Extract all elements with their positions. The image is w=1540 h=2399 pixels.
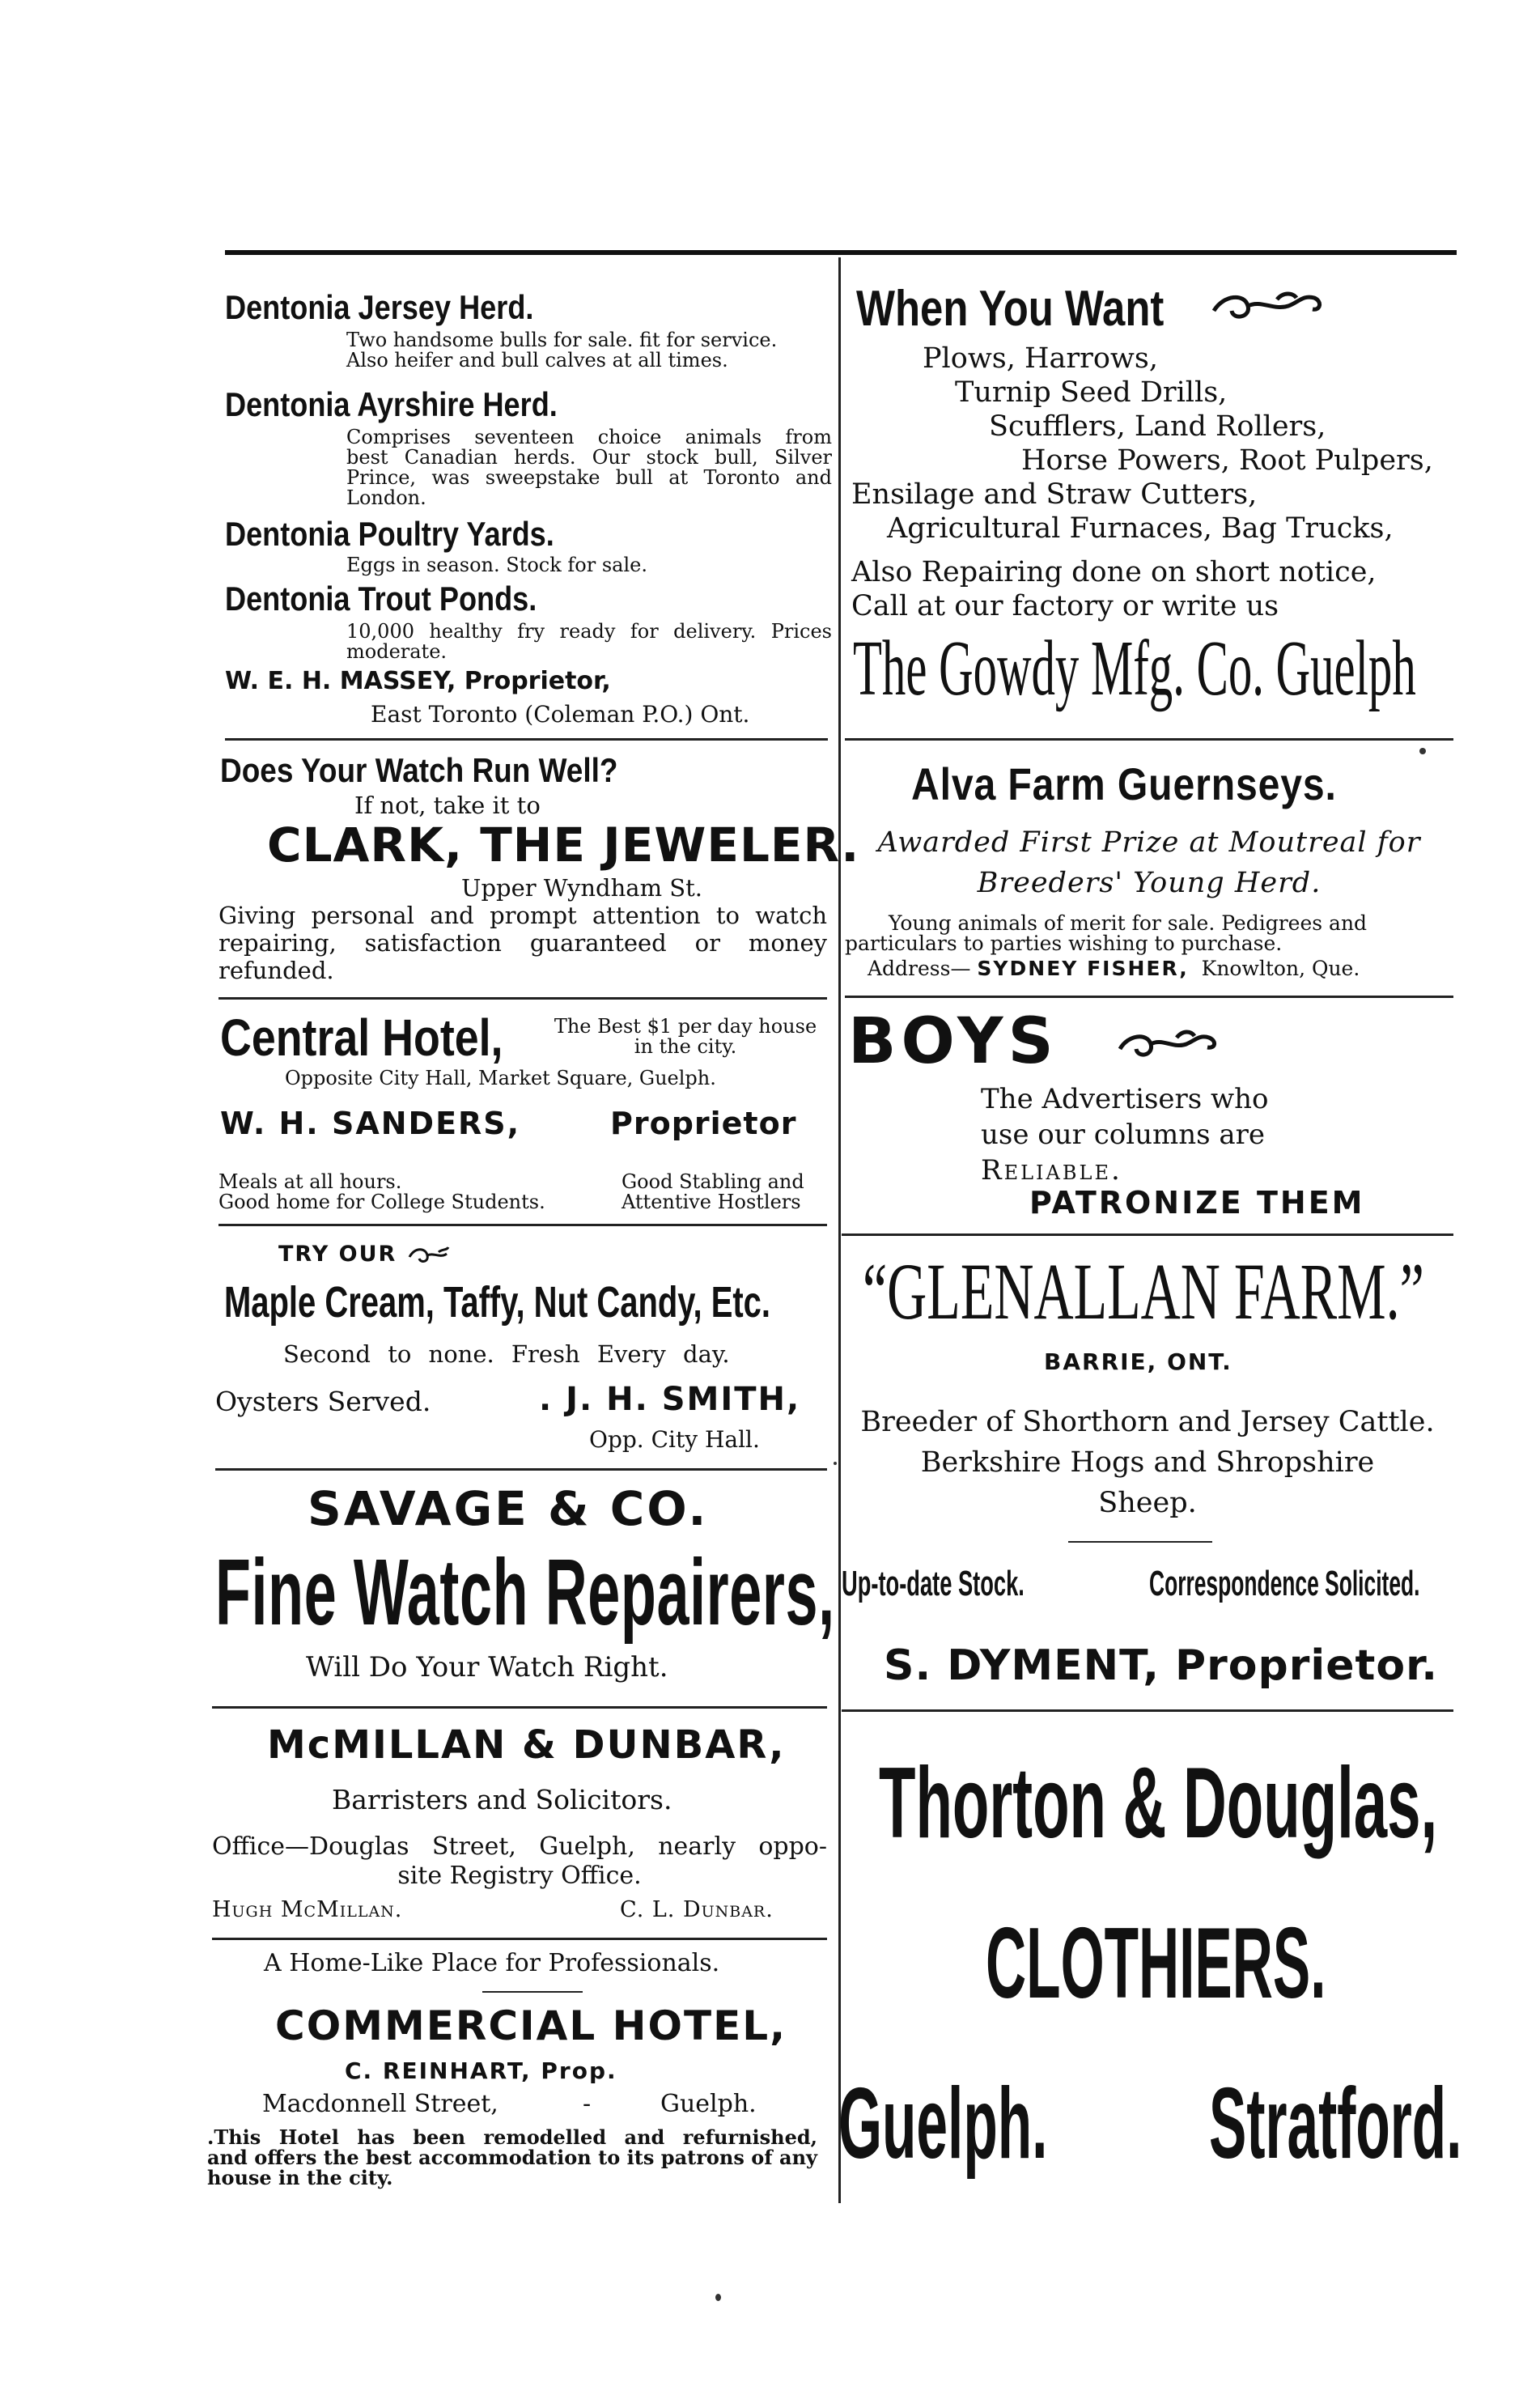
alva-address: [868, 957, 1360, 980]
boys-title: BOYS: [848, 1005, 1058, 1078]
text-line: Comprises seventeen choice animals from: [346, 426, 832, 448]
glenallan-proprietor: S. DYMENT, Proprietor.: [884, 1641, 1439, 1690]
dentonia-address: East Toronto (Coleman P.O.) Ont.: [371, 701, 750, 728]
print-speck: [1419, 748, 1426, 754]
savage-tagline: Will Do Your Watch Right.: [306, 1651, 668, 1684]
top-rule: [225, 250, 1457, 255]
central-hotel-right: [622, 1172, 804, 1212]
glenallan-text: [842, 1402, 1453, 1523]
print-speck: [715, 2294, 721, 2301]
text-line: refunded.: [218, 957, 334, 984]
central-hotel-proprietor-label: Proprietor: [610, 1106, 797, 1141]
divider: [218, 997, 827, 1000]
text-line: Also heifer and bull calves at all times.: [346, 349, 728, 372]
gowdy-company: [853, 625, 1540, 712]
clark-street: Upper Wyndham St.: [461, 874, 703, 902]
left-text: Up-to-date Stock.: [842, 1564, 1025, 1603]
text-line: and offers the best accommodation to its patrons of any: [207, 2146, 817, 2169]
commercial-intro: A Home-Like Place for Professionals.: [264, 1949, 720, 1977]
text-line: .This Hotel has been remodelled and refurnished,: [207, 2125, 817, 2149]
text-line: The Best $1 per day house: [554, 1015, 817, 1038]
divider: [845, 996, 1453, 998]
clark-question: Does Your Watch Run Well?: [220, 751, 618, 789]
gowdy-items: [851, 342, 1466, 546]
clark-text: [218, 902, 827, 984]
commercial-prop: C. REINHART, Prop.: [345, 2057, 617, 2084]
mcmillan-partner-1: Hugh McMillan.: [212, 1897, 403, 1922]
text-line: site Registry Office.: [397, 1862, 642, 1890]
item-line: Turnip Seed Drills,: [955, 376, 1228, 409]
divider: [225, 738, 828, 741]
column-divider: [838, 257, 841, 2203]
glenallan-left: [842, 1564, 1136, 1604]
divider: [842, 1233, 1453, 1236]
text-line: in the city.: [634, 1035, 737, 1058]
text-line: Breeders' Young Herd.: [977, 867, 1322, 899]
city-text: Guelph.: [838, 2068, 1048, 2180]
dentonia-trout-title: Dentonia Trout Ponds.: [225, 580, 537, 618]
central-hotel-left: [218, 1172, 545, 1212]
central-hotel-proprietor-name: W. H. SANDERS,: [220, 1106, 521, 1141]
dentonia-ayrshire-text: [346, 427, 832, 508]
smith-location: Opp. City Hall.: [589, 1426, 760, 1453]
dentonia-jersey-text: [346, 330, 777, 371]
title-text: Alva Farm Guernseys.: [911, 758, 1337, 809]
text-line: Attentive Hostlers: [622, 1191, 801, 1213]
text-line: Good Stabling and: [622, 1170, 804, 1193]
smith-headline: Maple Cream, Taffy, Nut Candy, Etc.: [224, 1278, 771, 1327]
dentonia-trout-text: [346, 622, 832, 662]
boys-text: [981, 1081, 1269, 1188]
thorton-city-1: [838, 2068, 1212, 2180]
mcmillan-office: [212, 1832, 827, 1891]
gowdy-headline: [856, 280, 1232, 338]
item-line: Plows, Harrows,: [923, 342, 1158, 375]
central-hotel-tag: [544, 1017, 827, 1057]
text-line: Prince, was sweepstake bull at Toronto and: [346, 466, 832, 489]
divider: [845, 738, 1453, 741]
text-line: Sheep.: [1098, 1487, 1197, 1519]
clark-name: CLARK, THE JEWELER.: [267, 817, 860, 873]
text-line: 10,000 healthy fry ready for delivery. Prices: [346, 620, 832, 643]
text-line: Good home for College Students.: [218, 1191, 545, 1213]
text-line: Giving personal and prompt attention to watch: [218, 902, 827, 929]
right-text: Correspondence Solicited.: [1149, 1564, 1420, 1603]
flourish-icon: [406, 1244, 452, 1267]
text-line: Reliable.: [981, 1154, 1122, 1187]
address-label: Address—: [868, 957, 971, 980]
gowdy-repair: [851, 555, 1377, 623]
alva-award: [845, 822, 1453, 903]
flourish-icon: [1209, 287, 1330, 327]
text-line: Office—Douglas Street, Guelph, nearly oppo-: [212, 1832, 827, 1861]
trade-text: CLOTHIERS.: [986, 1908, 1326, 2019]
divider: [482, 1991, 583, 1993]
savage-name: SAVAGE & CO.: [308, 1481, 709, 1536]
text-line: use our columns are: [981, 1119, 1266, 1151]
commercial-city: Guelph.: [660, 2090, 757, 2118]
central-hotel-location: Opposite City Hall, Market Square, Guelph.: [285, 1067, 716, 1089]
try-label: TRY OUR: [278, 1242, 397, 1267]
divider: [218, 1224, 827, 1226]
text-line: best Canadian herds. Our stock bull, Silver: [346, 446, 832, 469]
divider: [215, 1468, 827, 1471]
mcmillan-profession: Barristers and Solicitors.: [332, 1784, 672, 1815]
text-line: Call at our factory or write us: [851, 590, 1279, 622]
commercial-name: COMMERCIAL HOTEL,: [275, 2002, 787, 2049]
clark-line-1: If not, take it to: [354, 792, 541, 819]
mcmillan-name: McMILLAN & DUNBAR,: [267, 1722, 786, 1768]
item-line: Scufflers, Land Rollers,: [989, 410, 1326, 443]
address-town: Knowlton, Que.: [1201, 957, 1360, 980]
text-line: particulars to parties wishing to purchase.: [845, 932, 1283, 955]
farm-name: “GLENALLAN FARM.”: [863, 1246, 1424, 1336]
print-speck: [834, 1462, 837, 1465]
divider: [212, 1938, 827, 1940]
text-line: Meals at all hours.: [218, 1170, 402, 1193]
text-line: Berkshire Hogs and Shropshire: [920, 1446, 1375, 1479]
text-line: moderate.: [346, 640, 448, 663]
text-line: Two handsome bulls for sale. fit for service.: [346, 329, 778, 351]
mcmillan-partner-2: C. L. Dunbar.: [620, 1897, 774, 1922]
text-line: house in the city.: [207, 2166, 393, 2189]
dentonia-poultry-title: Dentonia Poultry Yards.: [225, 515, 554, 553]
savage-headline: Fine Watch Repairers,: [215, 1539, 835, 1645]
company-name: The Gowdy Mfg. Co. Guelph: [853, 625, 1416, 712]
thorton-trade: [986, 1908, 1540, 2019]
address-name: SYDNEY FISHER,: [977, 957, 1189, 980]
smith-oysters: Oysters Served.: [215, 1386, 431, 1417]
flourish-icon: [1117, 1026, 1222, 1064]
divider: [1068, 1541, 1212, 1543]
text-line: London.: [346, 486, 426, 509]
glenallan-right: [1149, 1564, 1540, 1604]
divider: [212, 1706, 827, 1709]
text-line: Also Repairing done on short notice,: [851, 556, 1377, 588]
commercial-text: [207, 2127, 817, 2188]
text-line: Awarded First Prize at Moutreal for: [877, 826, 1421, 859]
commercial-street: Macdonnell Street,: [262, 2090, 498, 2118]
store-name: Thorton & Douglas,: [879, 1747, 1438, 1859]
alva-text: [845, 913, 1453, 953]
thorton-city-2: [1209, 2068, 1540, 2180]
thorton-name: [879, 1747, 1540, 1859]
item-line: Horse Powers, Root Pulpers,: [1021, 444, 1433, 477]
smith-name: . J. H. SMITH,: [539, 1381, 801, 1418]
dentonia-proprietor: W. E. H. MASSEY, Proprietor,: [225, 667, 611, 695]
glenallan-name: [863, 1246, 1540, 1336]
dentonia-poultry-text: Eggs in season. Stock for sale.: [346, 554, 647, 576]
alva-title: [911, 758, 1406, 810]
text-line: The Advertisers who: [981, 1083, 1269, 1115]
commercial-dash: -: [583, 2090, 592, 2118]
item-line: Ensilage and Straw Cutters,: [851, 478, 1258, 511]
text-line: repairing, satisfaction guaranteed or money: [218, 929, 827, 957]
dentonia-ayrshire-title: Dentonia Ayrshire Herd.: [225, 385, 558, 423]
smith-try: [278, 1242, 452, 1267]
headline-text: When You Want: [856, 281, 1165, 337]
dentonia-jersey-title: Dentonia Jersey Herd.: [225, 288, 534, 326]
smith-line-1: Second to none. Fresh Every day.: [283, 1340, 730, 1368]
central-hotel-title: Central Hotel,: [220, 1008, 503, 1067]
item-line: Agricultural Furnaces, Bag Trucks,: [887, 512, 1394, 545]
divider: [842, 1709, 1453, 1712]
text-line: Breeder of Shorthorn and Jersey Cattle.: [860, 1406, 1435, 1438]
city-text: Stratford.: [1209, 2068, 1462, 2180]
boys-patronize: PATRONIZE THEM: [1029, 1185, 1365, 1221]
glenallan-location: BARRIE, ONT.: [1044, 1348, 1232, 1375]
text-line: Young animals of merit for sale. Pedigrees and: [889, 911, 1368, 935]
